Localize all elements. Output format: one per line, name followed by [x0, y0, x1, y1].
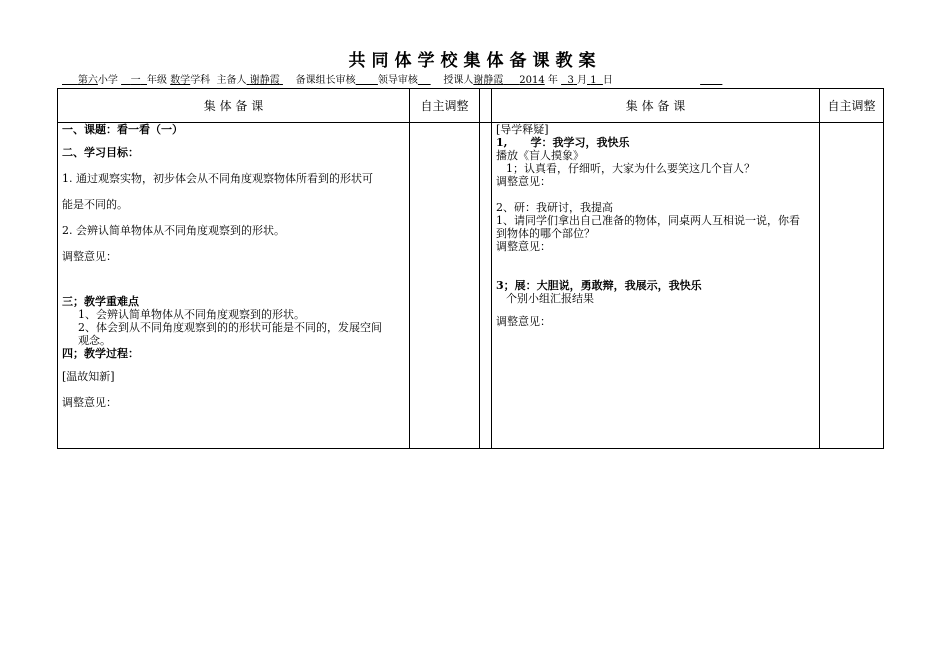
month-field: 3: [567, 75, 574, 86]
keypoint-item: 观念。: [78, 334, 111, 347]
leader-review-blank: [418, 75, 431, 86]
column-divider: [409, 89, 410, 448]
adjust-note: 调整意见：: [496, 315, 551, 328]
header-collective-left: 集 体 备 课: [203, 99, 264, 113]
group-review-blank: [356, 75, 378, 86]
right-content-cell: [496, 123, 818, 328]
goal-item: 2. 会辨认简单物体从不同角度观察到的形状。: [62, 224, 285, 237]
grade-suffix: 年级: [147, 75, 167, 86]
year-field: 2014: [519, 75, 545, 86]
step-heading: 2、研：我研讨，我提高: [496, 201, 613, 214]
goals-heading: 二、学习目标：: [62, 146, 139, 159]
teacher-label: 授课人: [443, 75, 474, 86]
month-suffix: 月: [577, 75, 587, 86]
subject-suffix: 学科: [190, 75, 211, 86]
school-field: 第六: [77, 75, 98, 86]
grade-field: 一: [130, 75, 141, 86]
teacher-field: 谢静霞: [473, 75, 504, 86]
leader-review-label: 领导审核: [377, 75, 418, 86]
step-item: 1、请同学们拿出自己准备的物体，同桌两人互相说一说，你看: [496, 214, 800, 227]
play-item: 播放《盲人摸象》: [496, 149, 584, 162]
year-suffix: 年: [547, 75, 558, 86]
adjust-note: 调整意见：: [496, 175, 551, 188]
step-item: 个别小组汇报结果: [506, 292, 594, 305]
column-divider: [479, 89, 480, 448]
group-review-label: 备课组长审核: [295, 75, 356, 86]
step-item: 到物体的哪个部位？: [496, 227, 595, 240]
trailing-blank: [700, 75, 722, 86]
keypoints-heading: 三；教学重难点: [62, 295, 139, 308]
header-info-line: [62, 71, 722, 86]
step-heading: 1, 学：我学习，我快乐: [496, 136, 630, 149]
header-adjust-right: 自主调整: [827, 99, 876, 113]
adjust-note: 调整意见：: [62, 396, 117, 409]
page-title: 共同体学校集体备课教案: [348, 51, 602, 71]
lesson-plan-table: [57, 88, 884, 449]
keypoint-item: 1、会辨认简单物体从不同角度观察到的形状。: [78, 308, 305, 321]
step-item: 1；认真看，仔细听，大家为什么要笑这几个盲人？: [506, 162, 755, 175]
process-heading: 四；教学过程：: [62, 347, 139, 360]
guide-section: [导学释疑]: [496, 123, 549, 136]
adjust-note: 调整意见：: [62, 250, 117, 263]
goal-item: 1. 通过观察实物，初步体会从不同角度观察物体所看到的形状可: [62, 172, 373, 185]
left-content-cell: [62, 123, 407, 409]
column-divider: [819, 89, 820, 448]
subject-field: 数学: [170, 75, 191, 86]
preparer-field: 谢静霞: [249, 75, 280, 86]
day-suffix: 日: [602, 75, 613, 86]
step-heading: 3；展：大胆说，勇敢辩，我展示，我快乐: [496, 279, 702, 292]
header-adjust-left: 自主调整: [420, 99, 469, 113]
preparer-label: 主备人: [216, 75, 247, 86]
keypoint-item: 2、体会到从不同角度观察到的的形状可能是不同的，发展空间: [78, 321, 382, 334]
lesson-topic: 一、课题：看一看（一）: [62, 123, 183, 136]
day-field: 1: [590, 75, 597, 86]
school-suffix: 小学: [97, 75, 118, 86]
column-divider: [491, 89, 492, 448]
goal-item: 能是不同的。: [62, 198, 128, 211]
review-section: [温故知新]: [62, 370, 115, 383]
adjust-note: 调整意见：: [496, 240, 551, 253]
header-collective-right: 集 体 备 课: [625, 99, 686, 113]
